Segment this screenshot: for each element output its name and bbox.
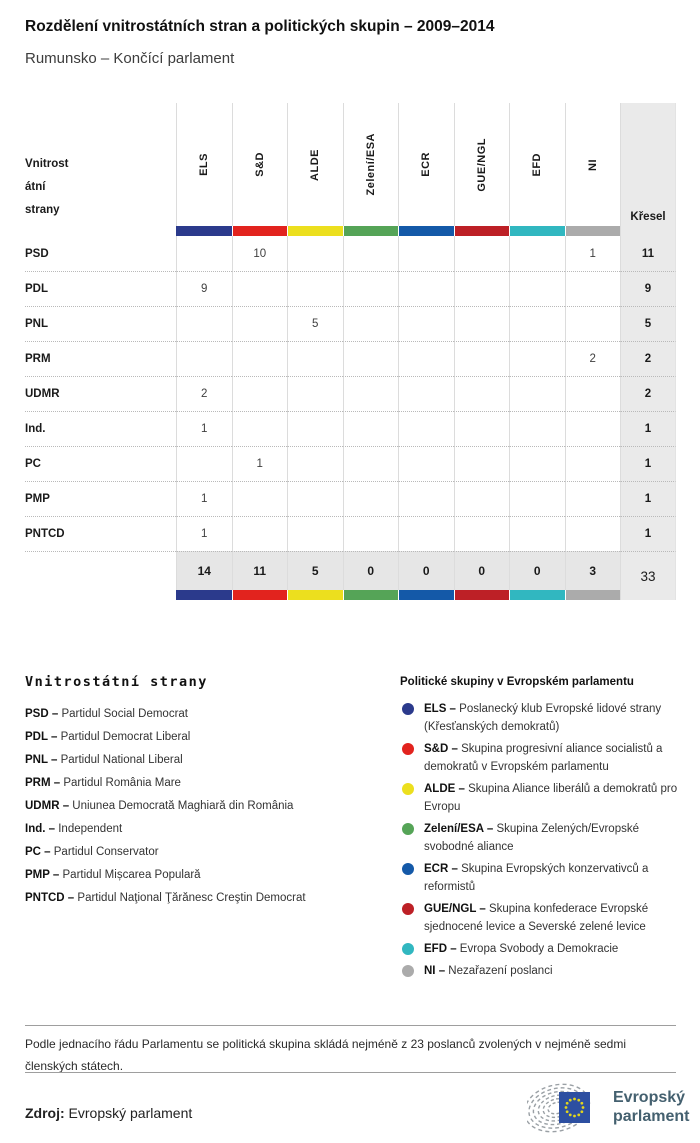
party-legend-item: Ind. – Independent: [25, 823, 123, 835]
footer-note: Podle jednacího řádu Parlamentu se politická skupina skládá nejméně z 23 poslanců zvolených v nejméně sedmi členských státech.: [25, 1037, 627, 1073]
seat-cell: 1: [176, 481, 232, 516]
party-row-label: UDMR: [25, 376, 176, 411]
column-color-bar-bottom: [398, 590, 454, 600]
column-header: EFD: [509, 103, 565, 226]
seat-cell: [343, 446, 399, 481]
column-color-bar-bottom: [509, 590, 565, 600]
party-row-label: PC: [25, 446, 176, 481]
group-color-dot-icon: [402, 783, 414, 795]
seats-column-header: Křesel: [620, 103, 676, 236]
seat-cell: 1: [232, 446, 288, 481]
seat-cell: [454, 446, 510, 481]
party-row-label: PNTCD: [25, 516, 176, 551]
column-color-bar: [398, 226, 454, 236]
totals-row-spacer: [25, 551, 176, 590]
seat-cell: [398, 516, 454, 551]
row-total-cell: 1: [620, 411, 676, 446]
party-row-label: PNL: [25, 306, 176, 341]
ep-logo-wordmark: Evropský parlament: [613, 1089, 690, 1125]
seat-cell: 1: [176, 516, 232, 551]
column-color-bar: [176, 226, 232, 236]
seat-cell: [454, 341, 510, 376]
seat-cell: [509, 306, 565, 341]
column-color-bar-bottom: [287, 590, 343, 600]
column-total-cell: 0: [343, 551, 399, 590]
legend-groups-items: [400, 700, 680, 980]
seat-cell: [454, 236, 510, 271]
party-row-label: PSD: [25, 247, 49, 260]
group-legend-item: ALDE – Skupina Aliance liberálů a demokratů pro Evropu: [400, 780, 680, 816]
row-total-cell: 11: [620, 236, 676, 271]
seat-cell: 9: [176, 271, 232, 306]
column-color-bar: [343, 226, 399, 236]
seat-cell: [509, 516, 565, 551]
group-legend-item: Zelení/ESA – Skupina Zelených/Evropské svobodné aliance: [400, 820, 680, 856]
seat-cell: [232, 516, 288, 551]
legend-groups-header: Politické skupiny v Evropském parlamentu: [400, 676, 634, 688]
column-color-bar-bottom: [343, 590, 399, 600]
seat-cell: [343, 481, 399, 516]
seat-cell: [398, 236, 454, 271]
seat-cell: [398, 481, 454, 516]
seat-cell: [565, 271, 621, 306]
grand-total-cell: 33: [620, 551, 676, 600]
seat-cell: [509, 481, 565, 516]
group-color-dot-icon: [402, 943, 414, 955]
eu-flag-icon: [559, 1092, 590, 1123]
seat-cell: [565, 516, 621, 551]
row-total-cell: 5: [620, 306, 676, 341]
seat-cell: [565, 306, 621, 341]
seat-cell: [454, 516, 510, 551]
page-title: Rozdělení vnitrostátních stran a politických skupin – 2009–2014: [25, 18, 495, 35]
party-legend-item: PC – Partidul Conservator: [25, 846, 159, 858]
seat-cell: 2: [565, 341, 621, 376]
row-total-cell: 9: [620, 271, 676, 306]
seat-cell: [287, 271, 343, 306]
party-row-label: Ind.: [25, 411, 176, 446]
seat-cell: [343, 411, 399, 446]
group-legend-item: NI – Nezařazení poslanci: [400, 962, 680, 980]
seat-cell: [176, 306, 232, 341]
seat-cell: [343, 376, 399, 411]
row-total-cell: 1: [620, 516, 676, 551]
group-legend-item: GUE/NGL – Skupina konfederace Evropské sjednocené levice a Severské zelené levice: [400, 900, 680, 936]
group-legend-item: S&D – Skupina progresivní aliance socialistů a demokratů v Evropském parlamentu: [400, 740, 680, 776]
seat-cell: [232, 376, 288, 411]
parties-table: [25, 103, 676, 600]
group-color-dot-icon: [402, 823, 414, 835]
seat-cell: [287, 341, 343, 376]
source-line: [25, 1105, 192, 1121]
column-total-cell: 0: [454, 551, 510, 590]
seat-cell: [454, 306, 510, 341]
seat-cell: [398, 341, 454, 376]
seat-cell: [343, 516, 399, 551]
seat-cell: [398, 446, 454, 481]
seat-cell: [454, 411, 510, 446]
seat-cell: [232, 271, 288, 306]
column-total-cell: 0: [398, 551, 454, 590]
seat-cell: [176, 236, 232, 271]
seat-cell: [343, 306, 399, 341]
seat-cell: 1: [176, 411, 232, 446]
seat-cell: [509, 236, 565, 271]
column-total-cell: 14: [176, 551, 232, 590]
seat-cell: [343, 236, 399, 271]
column-total-cell: 0: [509, 551, 565, 590]
seat-cell: [398, 376, 454, 411]
seat-cell: [509, 271, 565, 306]
seat-cell: [398, 271, 454, 306]
group-legend-item: ECR – Skupina Evropských konzervativců a reformistů: [400, 860, 680, 896]
group-color-dot-icon: [402, 863, 414, 875]
table-corner-header: Vnitrost átní strany: [25, 158, 69, 216]
column-header: ALDE: [287, 103, 343, 226]
seat-cell: [287, 446, 343, 481]
group-color-dot-icon: [402, 743, 414, 755]
legend-parties-header: Vnitrostátní strany: [25, 674, 208, 690]
divider-line-bottom: [25, 1072, 676, 1073]
row-total-cell: 1: [620, 481, 676, 516]
seat-cell: [509, 376, 565, 411]
group-color-dot-icon: [402, 703, 414, 715]
seat-cell: 2: [176, 376, 232, 411]
group-color-dot-icon: [402, 965, 414, 977]
party-legend-item: PRM – Partidul România Mare: [25, 777, 181, 789]
party-row-label: PDL: [25, 271, 176, 306]
seat-cell: [454, 481, 510, 516]
column-color-bar-bottom: [565, 590, 621, 600]
seat-cell: [287, 481, 343, 516]
legend-national-parties: [25, 674, 385, 910]
row-total-cell: 2: [620, 341, 676, 376]
column-header: GUE/NGL: [454, 103, 510, 226]
party-legend-item: PNL – Partidul National Liberal: [25, 754, 183, 766]
column-color-bar-bottom: [454, 590, 510, 600]
column-color-bar: [454, 226, 510, 236]
column-header: ELS: [176, 103, 232, 226]
group-color-dot-icon: [402, 903, 414, 915]
seat-cell: [287, 236, 343, 271]
group-legend-item: EFD – Evropa Svobody a Demokracie: [400, 940, 680, 958]
column-color-bar: [565, 226, 621, 236]
column-color-bar: [232, 226, 288, 236]
row-total-cell: 1: [620, 446, 676, 481]
european-parliament-logo: [527, 1081, 689, 1133]
column-color-bar-bottom: [176, 590, 232, 600]
seat-cell: [509, 446, 565, 481]
seat-cell: [565, 411, 621, 446]
column-header: NI: [565, 103, 621, 226]
row-total-cell: 2: [620, 376, 676, 411]
column-color-bar-bottom: [232, 590, 288, 600]
legend-parties-items: [25, 703, 385, 910]
seat-cell: [343, 341, 399, 376]
party-legend-item: UDMR – Uniunea Democrată Maghiară din România: [25, 800, 294, 812]
column-total-cell: 5: [287, 551, 343, 590]
page-subtitle: Rumunsko – Končící parlament: [25, 50, 235, 67]
seat-cell: [454, 376, 510, 411]
party-legend-item: PSD – Partidul Social Democrat: [25, 708, 188, 720]
column-total-cell: 11: [232, 551, 288, 590]
seat-cell: [287, 376, 343, 411]
seat-cell: 1: [565, 236, 621, 271]
ep-hemicycle-icon: [527, 1081, 605, 1133]
seat-cell: [232, 481, 288, 516]
party-row-label: PMP: [25, 481, 176, 516]
seat-cell: [343, 271, 399, 306]
seat-cell: 10: [232, 236, 288, 271]
column-color-bar: [509, 226, 565, 236]
column-header: Zelení/ESA: [343, 103, 399, 226]
seat-cell: [454, 271, 510, 306]
party-legend-item: PDL – Partidul Democrat Liberal: [25, 731, 191, 743]
column-color-bar: [287, 226, 343, 236]
seat-cell: [565, 446, 621, 481]
party-legend-item: PMP – Partidul Mișcarea Populară: [25, 869, 201, 881]
party-row-label: PRM: [25, 341, 176, 376]
seat-cell: [176, 341, 232, 376]
legend-political-groups: [400, 676, 680, 984]
seat-cell: [398, 411, 454, 446]
seat-cell: [565, 481, 621, 516]
seat-cell: 5: [287, 306, 343, 341]
source-value: Evropský parlament: [68, 1105, 193, 1121]
seat-cell: [287, 516, 343, 551]
seat-cell: [509, 411, 565, 446]
seat-cell: [565, 376, 621, 411]
column-header: ECR: [398, 103, 454, 226]
divider-line-top: [25, 1025, 676, 1026]
seat-cell: [176, 446, 232, 481]
seat-cell: [398, 306, 454, 341]
seat-cell: [509, 341, 565, 376]
seat-cell: [232, 341, 288, 376]
group-legend-item: ELS – Poslanecký klub Evropské lidové strany (Křesťanských demokratů): [400, 700, 680, 736]
seat-cell: [287, 411, 343, 446]
party-legend-item: PNTCD – Partidul Naţional Ţărănesc Creştin Democrat: [25, 892, 306, 904]
source-label: Zdroj:: [25, 1105, 65, 1121]
column-total-cell: 3: [565, 551, 621, 590]
seat-cell: [232, 306, 288, 341]
column-header: S&D: [232, 103, 288, 226]
seat-cell: [232, 411, 288, 446]
